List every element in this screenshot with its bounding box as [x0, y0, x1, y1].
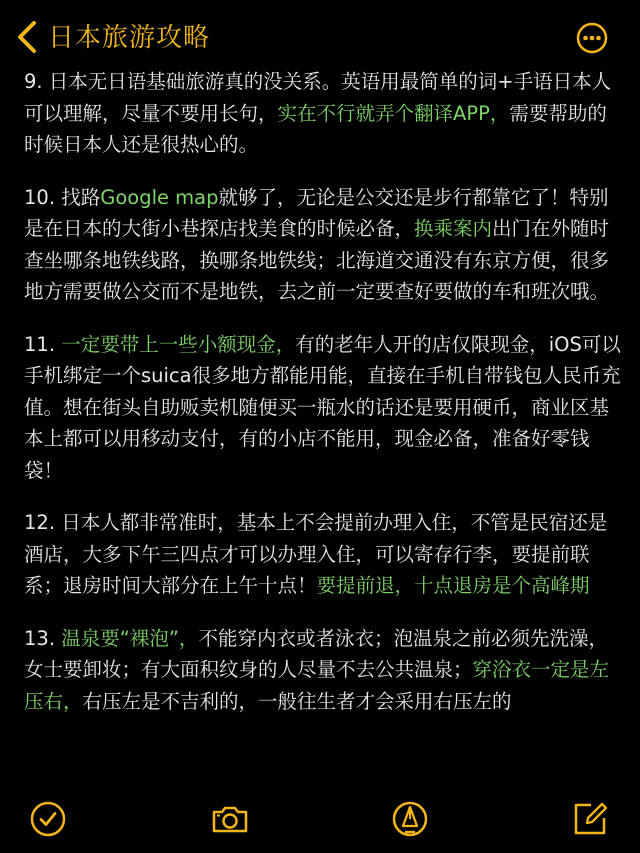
paragraph-text: 右压左是不吉利的，一般往生者才会采用右压左的	[82, 689, 512, 713]
paragraph-text: 11.	[24, 332, 62, 356]
paragraph-text: 就够了，无论是公交还是步行都靠它了！特别是在日本的大街小巷探店找美食的时候必备，	[24, 185, 609, 240]
highlighted-text: 要提前退，十点退房是个高峰期	[316, 574, 590, 597]
paragraph-text: 不能穿内衣或者泳衣；泡温泉之前必须先洗澡，女士要卸妆；有大面积纹身的人尽量不去公共温泉；	[24, 626, 608, 681]
chevron-left-icon	[14, 20, 40, 54]
bottom-toolbar	[0, 783, 640, 853]
camera-button[interactable]	[210, 799, 250, 839]
ellipsis-circle-icon	[576, 22, 608, 54]
checklist-button[interactable]	[28, 799, 68, 839]
highlighted-text: 温泉要“裸泡”，	[61, 626, 199, 650]
compose-icon	[570, 799, 610, 839]
page-title: 日本旅游攻略	[48, 23, 211, 53]
compose-button[interactable]	[570, 799, 610, 839]
highlighted-text: 换乘案内	[414, 217, 493, 240]
paragraph-text: 13.	[24, 626, 62, 650]
paragraph-text: 有的老年人开的店仅限现金，iOS可以手机绑定一个suica很多地方都能用能，直接在手机自带钱包人民币充值。想在街头自助贩卖机随便买一瓶水的话还是要用硬币，商业区基本上都可以用移动支付，有的小店不能用，现金必备，准备好零钱袋！	[24, 332, 621, 482]
highlighted-text: Google map	[100, 185, 219, 209]
paragraph-text: 需要帮助的时候日本人还是很热心的。	[24, 101, 607, 156]
note-paragraph	[24, 329, 624, 487]
pen-marker-icon	[390, 799, 430, 839]
note-paragraph	[24, 507, 624, 602]
markup-button[interactable]	[390, 799, 430, 839]
highlighted-text: 一定要带上一些小额现金，	[61, 332, 296, 356]
note-paragraph	[24, 623, 624, 718]
checkmark-circle-icon	[28, 799, 68, 839]
paragraph-text: 9. 日本无日语基础旅游真的没关系。英语用最简单的词+手语日本人可以理解，尽量不要用长句，	[24, 70, 612, 125]
note-paragraph	[24, 182, 624, 308]
note-paragraph	[24, 66, 624, 161]
paragraph-text: 10. 找路	[24, 185, 101, 209]
more-button[interactable]	[576, 22, 608, 54]
camera-icon	[210, 799, 250, 839]
note-body[interactable]	[24, 66, 624, 738]
highlighted-text: 实在不行就弄个翻译APP，	[277, 101, 510, 125]
highlighted-text: 穿浴衣一定是左压右，	[24, 658, 610, 713]
paragraph-text: 12. 日本人都非常准时，基本上不会提前办理入住，不管是民宿还是酒店，大多下午三四点才可以办理入住，可以寄存行李，要提前联系；退房时间大部分在上午十点！	[24, 511, 608, 597]
nav-header	[0, 0, 640, 66]
back-button[interactable]	[14, 20, 40, 54]
paragraph-text: 出门在外随时查坐哪条地铁线路，换哪条地铁线；北海道交通没有东京方便，很多地方需要做公交而不是地铁，去之前一定要查好要做的车和班次哦。	[24, 217, 610, 303]
